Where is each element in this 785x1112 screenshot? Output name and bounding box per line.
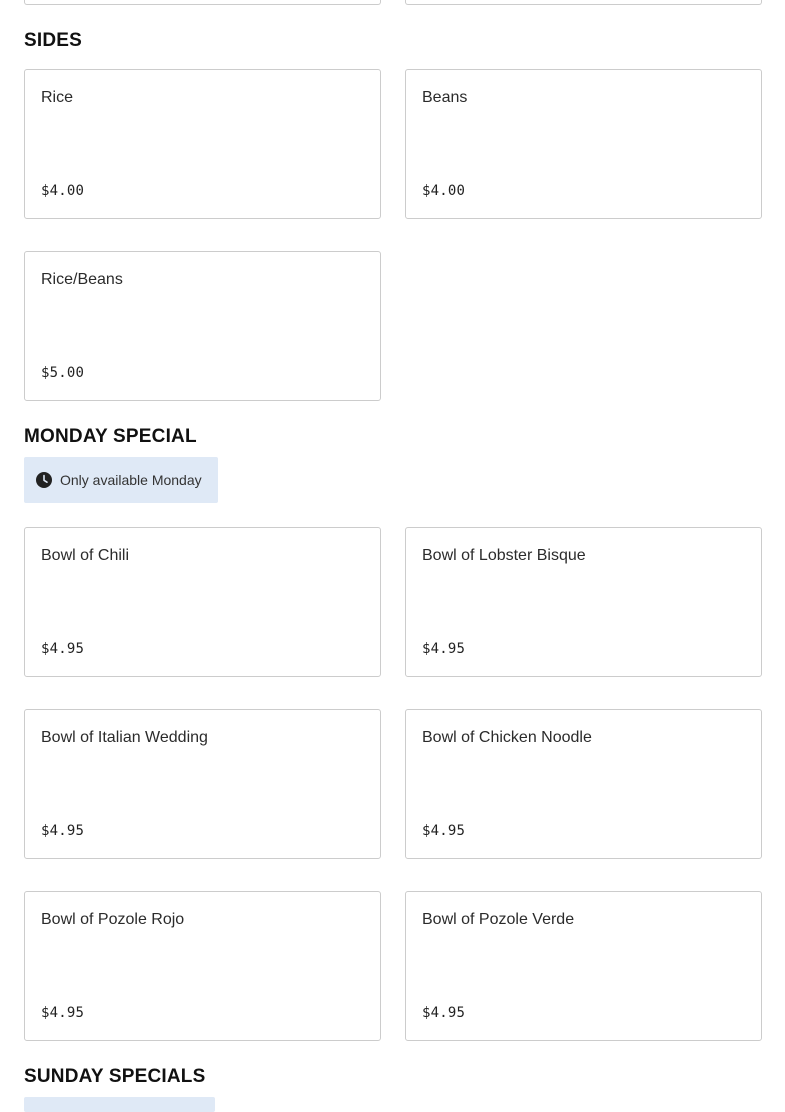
menu-item-card[interactable] (405, 891, 762, 1041)
menu-item-card[interactable] (24, 69, 381, 219)
menu-item-name: Bowl of Lobster Bisque (422, 547, 586, 564)
menu-item-price: $4.95 (422, 823, 466, 839)
availability-text: Only available Monday (60, 472, 202, 488)
menu-item-price: $5.00 (41, 365, 85, 381)
section-title-sunday-specials: SUNDAY SPECIALS (24, 1066, 206, 1087)
clock-icon (36, 472, 52, 488)
menu-item-card[interactable] (24, 709, 381, 859)
menu-item-price: $4.95 (422, 1005, 466, 1021)
menu-item-card-partial[interactable] (405, 0, 762, 5)
menu-item-name: Bowl of Pozole Verde (422, 911, 575, 928)
menu-item-name: Bowl of Pozole Rojo (41, 911, 185, 928)
availability-notice (24, 457, 218, 503)
menu-item-price: $4.00 (422, 183, 466, 199)
menu-item-card-partial[interactable] (24, 0, 381, 5)
menu-item-price: $4.00 (41, 183, 85, 199)
menu-item-name: Bowl of Chicken Noodle (422, 729, 592, 746)
menu-item-price: $4.95 (422, 641, 466, 657)
section-title-monday-special: MONDAY SPECIAL (24, 426, 197, 447)
menu-item-name: Rice/Beans (41, 271, 123, 288)
menu-item-price: $4.95 (41, 823, 85, 839)
menu-item-name: Bowl of Chili (41, 547, 130, 564)
menu-item-price: $4.95 (41, 641, 85, 657)
menu-item-card[interactable] (405, 527, 762, 677)
menu-item-card[interactable] (24, 251, 381, 401)
section-title-sides: SIDES (24, 30, 83, 51)
menu-item-card[interactable] (24, 527, 381, 677)
menu-item-card[interactable] (405, 69, 762, 219)
menu-item-price: $4.95 (41, 1005, 85, 1021)
menu-item-name: Bowl of Italian Wedding (41, 729, 208, 746)
menu-item-card[interactable] (405, 709, 762, 859)
menu-item-name: Rice (41, 89, 74, 106)
menu-item-card[interactable] (24, 891, 381, 1041)
availability-notice-partial (24, 1097, 215, 1112)
menu-item-name: Beans (422, 89, 468, 106)
